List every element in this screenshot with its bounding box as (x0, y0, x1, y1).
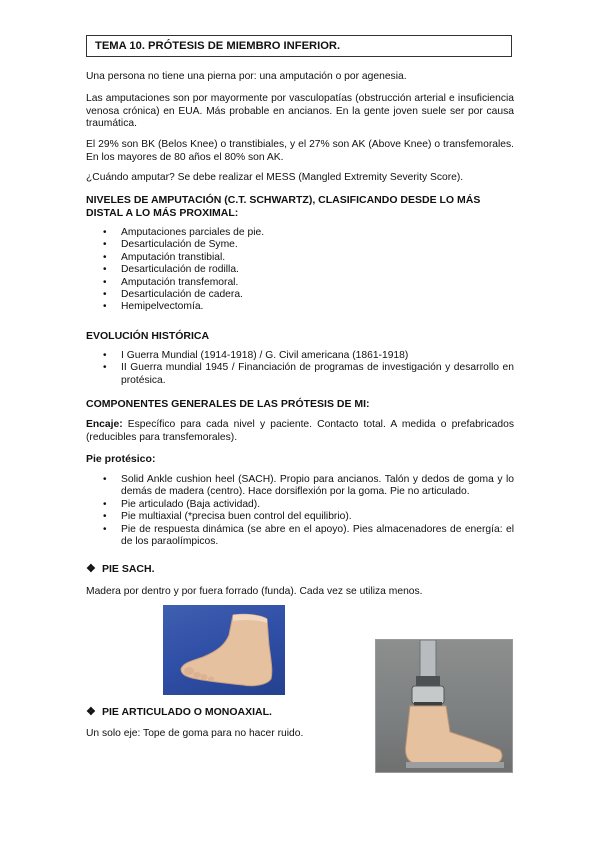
heading-evolucion: EVOLUCIÓN HISTÓRICA (86, 330, 210, 342)
diamond-bullet-icon: ❖ (86, 706, 96, 718)
list-item: • Amputación transfemoral. (103, 276, 239, 288)
heading-pie-protesico: Pie protésico: (86, 453, 156, 465)
list-niveles (86, 227, 514, 314)
list-item: • Hemipelvectomía. (103, 301, 204, 313)
paragraph-articulado: Un solo eje: Tope de goma para no hacer ruido. (86, 728, 304, 739)
paragraph-causes: Las amputaciones son por mayormente por vasculopatías (obstrucción arterial e insuficiencia venosa crónica) en EUA. Más probable en ancianos. En la gente joven suele ser por causa traumática. (86, 93, 514, 130)
diamond-bullet-icon: ❖ (86, 563, 96, 575)
heading-niveles: NIVELES DE AMPUTACIÓN (C.T. SCHWARTZ), CLASIFICANDO DESDE LO MÁS DISTAL A LO MÁS PROXIMAL: (86, 194, 481, 219)
articulated-foot-image (376, 640, 512, 772)
list-item: • I Guerra Mundial (1914-1918) / G. Civil americana (1861-1918) (103, 350, 409, 361)
list-evolucion (86, 350, 514, 387)
list-item: • Solid Ankle cushion heel (SACH). Propio para ancianos. Talón y dedos de goma y lo demás de madera (centro). Hace dorsiflexión por la goma. Pie no articulado. (103, 474, 514, 498)
paragraph-sach: Madera por dentro y por fuera forrado (funda). Cada vez se utiliza menos. (86, 586, 423, 597)
list-item: • II Guerra mundial 1945 / Financiación de programas de investigación y desarrollo en protésica. (103, 362, 514, 386)
list-item: • Pie articulado (Baja actividad). (103, 498, 261, 510)
list-item: • Desarticulación de rodilla. (103, 264, 239, 276)
sach-foot-image (163, 605, 285, 695)
list-item: • Desarticulación de Syme. (103, 239, 238, 251)
heading-pie-articulado: ❖ PIE ARTICULADO O MONOAXIAL. (86, 706, 272, 718)
paragraph-intro: Una persona no tiene una pierna por: una amputación o por agenesia. (86, 71, 407, 82)
list-item: • Amputaciones parciales de pie. (103, 227, 265, 238)
list-item: • Amputación transtibial. (103, 251, 226, 263)
encaje-label: Encaje: (86, 419, 123, 430)
sach-foot-photo (163, 605, 285, 695)
list-item: • Pie de respuesta dinámica (se abre en el apoyo). Pies almacenadores de energía: el de los paraolímpicos. (103, 523, 514, 548)
heading-componentes: COMPONENTES GENERALES DE LAS PRÓTESIS DE MI: (86, 398, 370, 410)
list-item: • Pie multiaxial (*precisa buen control del equilibrio). (103, 511, 352, 523)
list-item: • Desarticulación de cadera. (103, 289, 243, 301)
paragraph-encaje: Encaje: Específico para cada nivel y paciente. Contacto total. A medida o prefabricados (reducibles para transfemorales). (86, 419, 514, 443)
paragraph-mess: ¿Cuándo amputar? Se debe realizar el MESS (Mangled Extremity Severity Score). (86, 172, 464, 183)
page-title: TEMA 10. PRÓTESIS DE MIEMBRO INFERIOR. (86, 35, 512, 57)
heading-pie-sach: ❖ PIE SACH. (86, 563, 155, 575)
articulated-foot-photo (375, 639, 513, 773)
list-pie (86, 474, 514, 548)
paragraph-stats: El 29% son BK (Belos Knee) o transtibiales, y el 27% son AK (Above Knee) o transfemorales. En los mayores de 80 años el 80% son AK. (86, 139, 514, 163)
